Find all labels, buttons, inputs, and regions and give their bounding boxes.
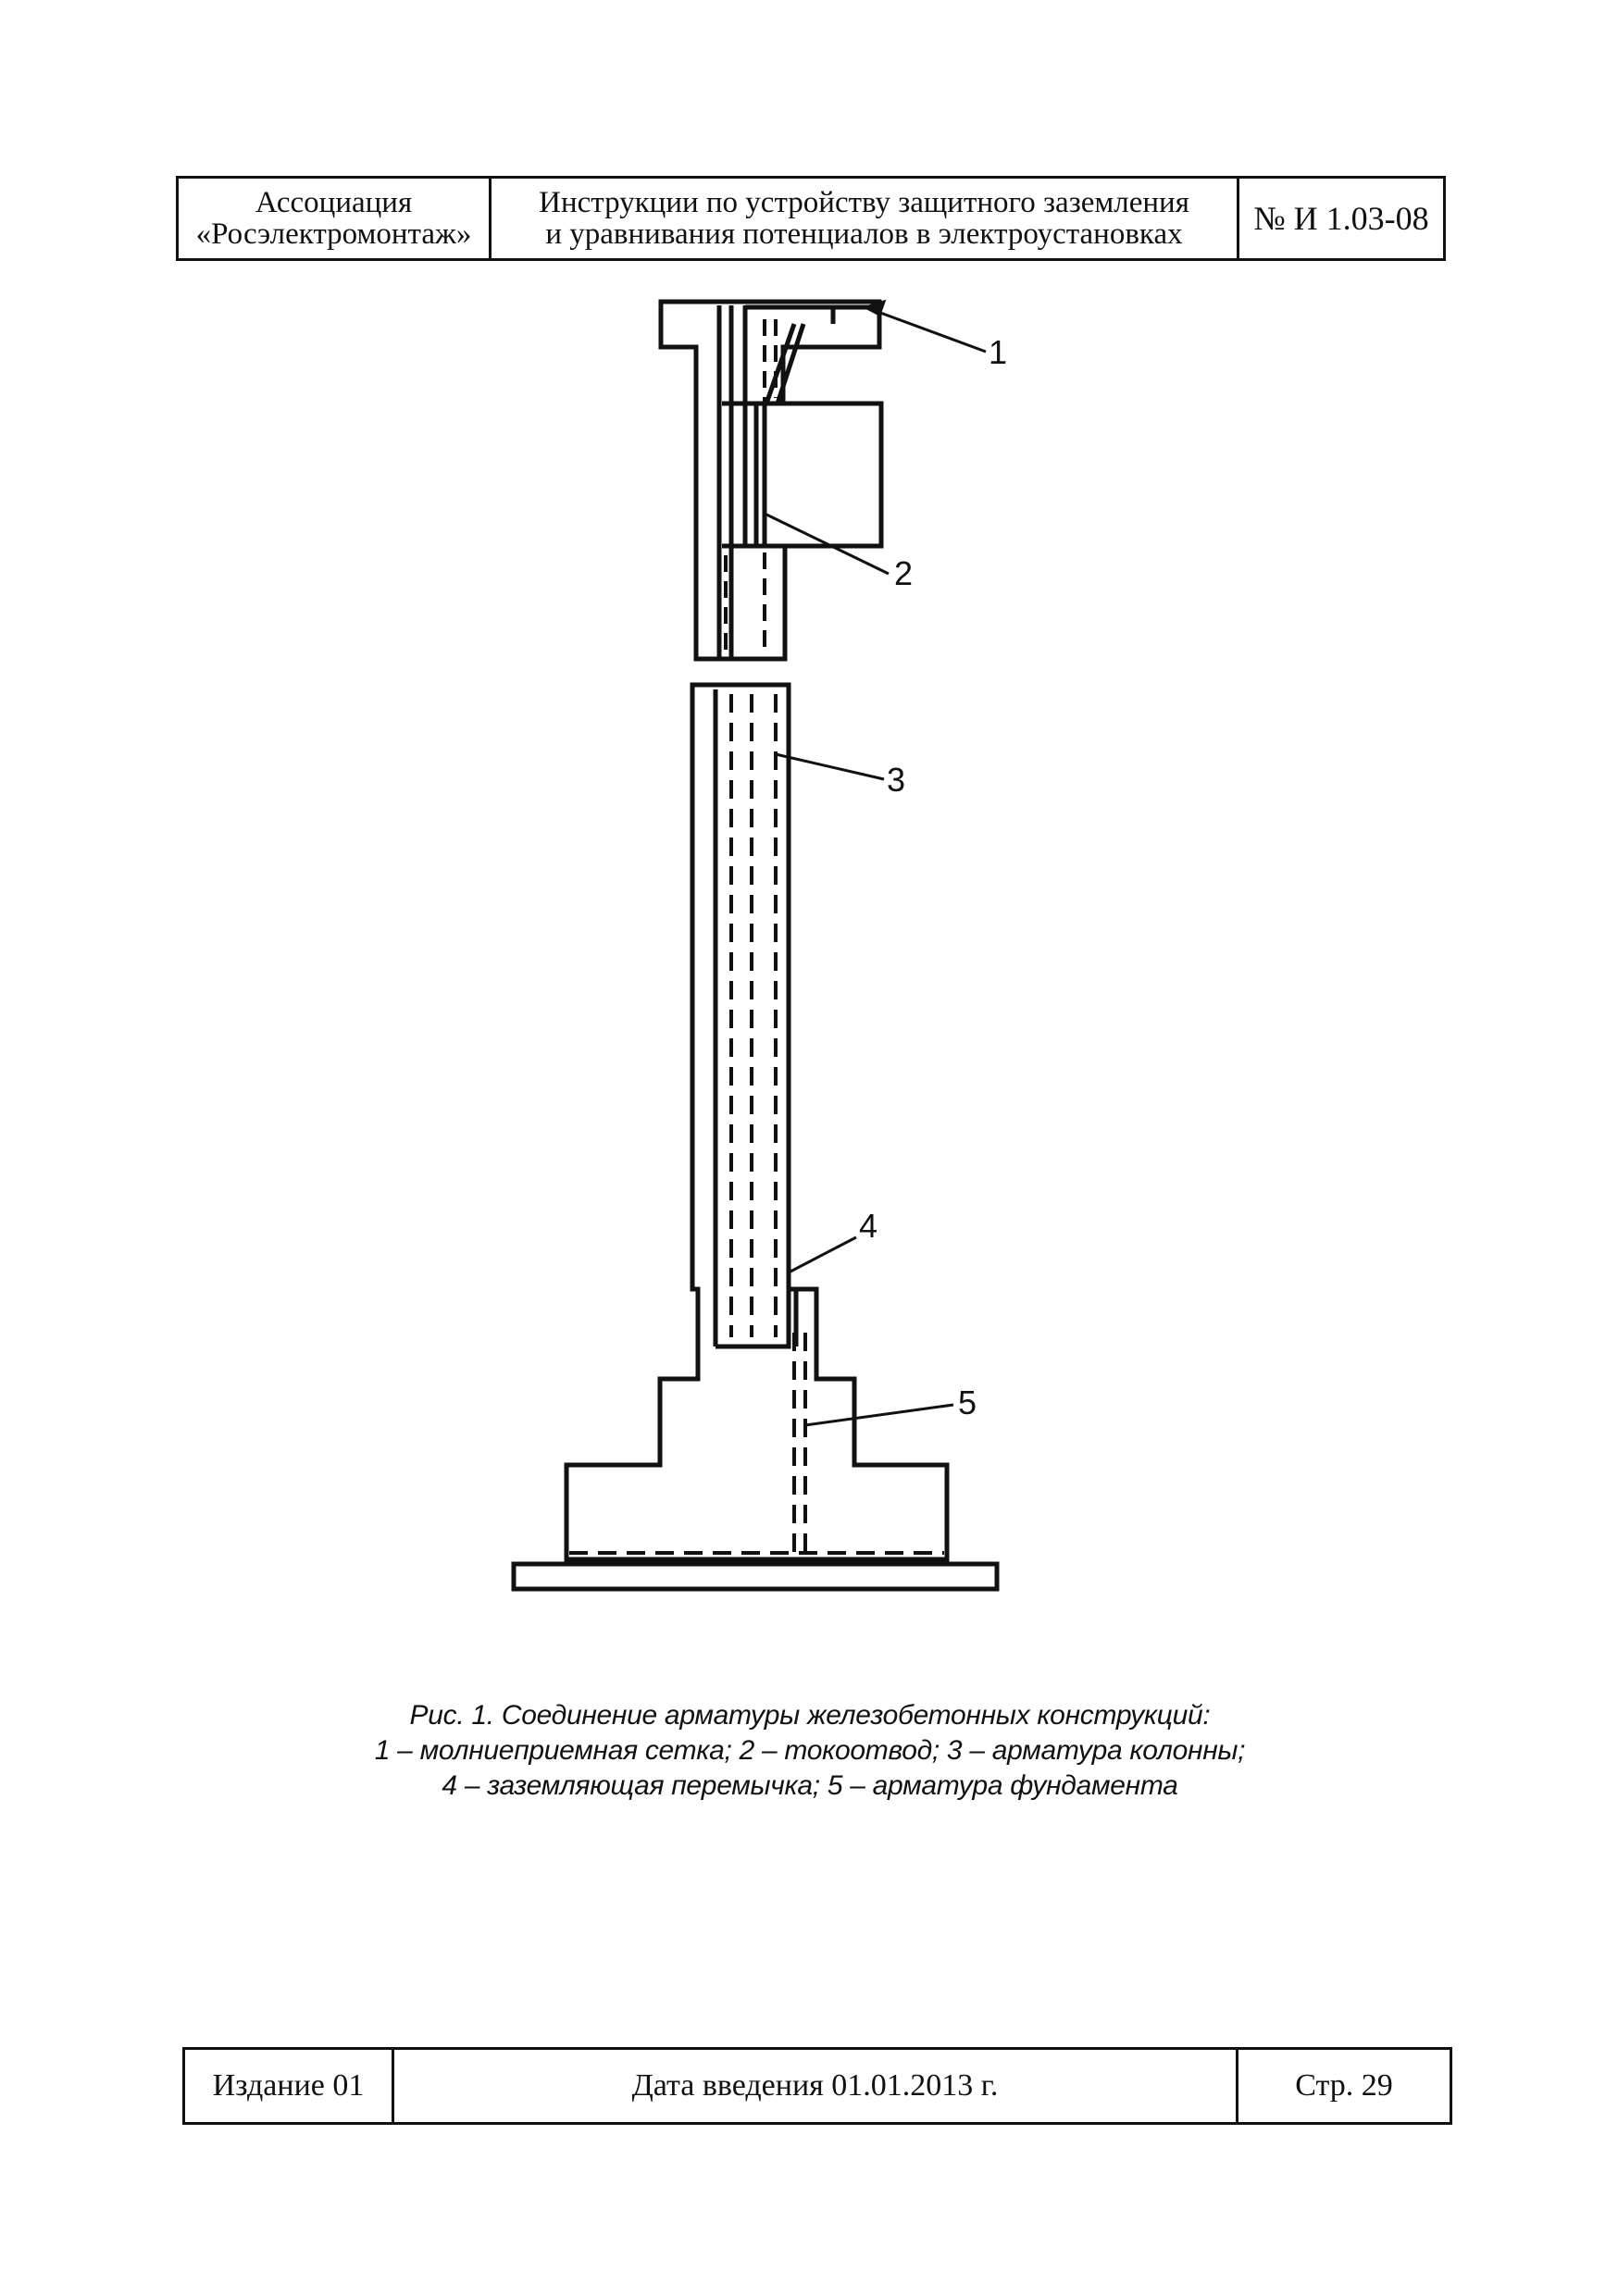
- callout-3-label: 3: [887, 761, 906, 799]
- foundation-base-plate: [514, 1564, 997, 1589]
- title-line-2: и уравнивания потенциалов в электроустановках: [545, 217, 1183, 251]
- callout-3-leader: [776, 754, 884, 779]
- footer-date: [392, 2050, 1236, 2122]
- callout-4-label: 4: [859, 1207, 878, 1245]
- date-text: Дата введения 01.01.2013 г.: [631, 2068, 999, 2103]
- caption-line-2: 1 – молниеприемная сетка; 2 – токоотвод; 3 – арматура колонны;: [374, 1735, 1246, 1766]
- doc-number: № И 1.03-08: [1253, 200, 1429, 237]
- callout-4-leader: [789, 1237, 856, 1272]
- callout-2-label: 2: [894, 554, 914, 592]
- title-line-1: Инструкции по устройству защитного заземления: [539, 186, 1189, 219]
- footer-table: [182, 2047, 1452, 2125]
- figure-caption: [231, 1698, 1388, 1804]
- callout-5-leader: [805, 1405, 953, 1425]
- callout-1-label: 1: [989, 333, 1008, 371]
- callout-1-leader: [865, 307, 986, 352]
- footer-page: [1236, 2050, 1450, 2122]
- caption-line-3: 4 – заземляющая перемычка; 5 – арматура фундамента: [442, 1770, 1178, 1801]
- organization-line-2: «Росэлектромонтаж»: [195, 217, 472, 251]
- column-outline: [566, 685, 947, 1559]
- footer-edition: [185, 2050, 392, 2122]
- organization-line-1: Ассоциация: [255, 186, 413, 219]
- roof-slab-outline: [661, 302, 881, 659]
- caption-title: Рис. 1. Соединение арматуры железобетонных конструкций:: [409, 1700, 1211, 1731]
- edition-text: Издание 01: [212, 2068, 365, 2103]
- page-number: Стр. 29: [1295, 2068, 1393, 2103]
- callout-5-label: 5: [958, 1384, 977, 1421]
